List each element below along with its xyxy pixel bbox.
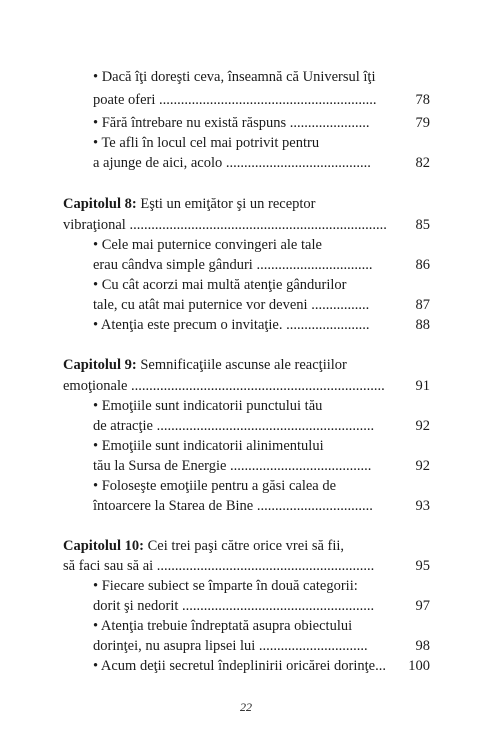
chapter-title: Eşti un emiţător şi un receptor — [136, 196, 316, 212]
chapter-heading — [63, 356, 395, 374]
page-number: 91 — [415, 378, 430, 394]
toc-line: • Acum deţii secretul îndeplinirii oricărei dorinţe... — [93, 658, 386, 674]
chapter-title: Semnificaţiile ascunse ale reacţiilor — [136, 357, 347, 373]
page-number: 95 — [415, 558, 430, 574]
page-number: 98 — [415, 638, 430, 654]
chapter-heading — [63, 537, 395, 555]
chapter-heading — [63, 195, 395, 213]
page-number: 100 — [408, 658, 430, 674]
toc-line: erau cândva simple gânduri ................................ — [93, 257, 373, 273]
page-number: 87 — [415, 297, 430, 313]
page-number: 97 — [415, 598, 430, 614]
page-number: 92 — [415, 458, 430, 474]
page-number: 88 — [415, 317, 430, 333]
toc-line: • Cu cât acorzi mai multă atenţie gândurilor — [93, 277, 347, 293]
toc-line: • Atenţia trebuie îndreptată asupra obiectului — [93, 618, 353, 634]
toc-line: • Cele mai puternice convingeri ale tale — [93, 237, 322, 253]
page-number: 92 — [415, 418, 430, 434]
chapter-label: Capitolul 9: — [63, 357, 137, 373]
page-number: 86 — [415, 257, 430, 273]
chapter-title: Cei trei paşi către orice vrei să fii, — [143, 538, 345, 554]
toc-line: • Dacă îţi doreşti ceva, înseamnă că Universul îţi — [93, 69, 376, 85]
toc-line: poate oferi ............................................................ — [93, 92, 377, 108]
page-number: 79 — [415, 115, 430, 131]
toc-line: de atracţie ............................................................ — [93, 418, 375, 434]
toc-line: • Atenţia este precum o invitaţie. ....................... — [93, 317, 370, 333]
folio-page-number: 22 — [240, 700, 252, 714]
toc-line: • Te afli în locul cel mai potrivit pentru — [93, 135, 320, 151]
toc-line: tale, cu atât mai puternice vor deveni ................ — [93, 297, 370, 313]
chapter-label: Capitolul 8: — [63, 196, 137, 212]
toc-line: să faci sau să ai ............................................................ — [63, 558, 375, 574]
toc-line: a ajunge de aici, acolo ........................................ — [93, 155, 371, 171]
page-number: 85 — [415, 217, 430, 233]
toc-line: dorinţei, nu asupra lipsei lui .............................. — [93, 638, 368, 654]
toc-line: dorit şi nedorit ..................................................... — [93, 598, 375, 614]
page-number: 93 — [415, 498, 430, 514]
toc-line: • Fiecare subiect se împarte în două categorii: — [93, 578, 358, 594]
toc-line: • Emoţiile sunt indicatorii punctului tău — [93, 398, 323, 414]
chapter-label: Capitolul 10: — [63, 538, 144, 554]
toc-line: • Fără întrebare nu există răspuns ...................... — [93, 115, 370, 131]
toc-line: întoarcere la Starea de Bine ................................ — [93, 498, 373, 514]
page-number: 82 — [415, 155, 430, 171]
page-number: 78 — [415, 92, 430, 108]
toc-line: emoţionale ...................................................................... — [63, 378, 385, 394]
toc-line: • Emoţiile sunt indicatorii alinimentului — [93, 438, 324, 454]
toc-line: vibraţional ....................................................................... — [63, 217, 387, 233]
toc-line: • Foloseşte emoţiile pentru a găsi calea de — [93, 478, 337, 494]
toc-line: tău la Sursa de Energie ....................................... — [93, 458, 372, 474]
